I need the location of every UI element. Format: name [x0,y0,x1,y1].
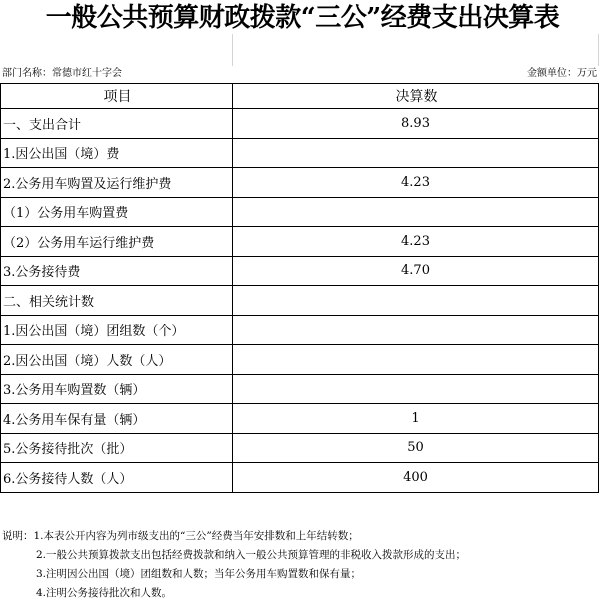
page-title: 一般公共预算财政拨款“三公”经费支出决算表 [45,3,560,33]
expenditure-table [0,83,605,493]
note-2: 2.一般公共预算拨款支出包括经费拨款和纳入一般公共预算管理的非税收入拨款形成的支出； [36,549,467,561]
row-value: 400 [233,463,599,493]
row-item: 5.公务接待批次（批） [1,433,233,463]
row-value [233,345,599,375]
row-item: 二、相关统计数 [1,286,233,316]
row-value: 4.70 [233,256,599,286]
row-value: 4.23 [233,227,599,257]
notes [0,527,605,603]
row-value: 1 [233,404,599,434]
row-item: 6.公务接待人数（人） [1,463,233,493]
row-value [233,197,599,227]
row-item: （1）公务用车购置费 [1,197,233,227]
table-row [1,109,605,139]
note-3: 3.注明因公出国（境）团组数和人数；当年公务用车购置数和保有量； [36,568,362,580]
table-row [1,197,605,227]
row-item: 2.公务用车购置及运行维护费 [1,168,233,198]
header-item: 项目 [1,84,233,109]
row-item: （2）公务用车运行维护费 [1,227,233,257]
table-row [1,404,605,434]
row-item: 3.公务接待费 [1,256,233,286]
row-value: 4.23 [233,168,599,198]
table-row [1,168,605,198]
table-row [1,374,605,404]
row-value [233,374,599,404]
department-name: 部门名称：常德市红十字会 [2,68,122,79]
table-row [1,463,605,493]
row-value [233,286,599,316]
row-value: 8.93 [233,109,599,139]
row-item: 2.因公出国（境）人数（人） [1,345,233,375]
table-row [1,286,605,316]
table-row [1,433,605,463]
table-row [1,315,605,345]
amount-unit: 金额单位：万元 [527,68,597,79]
row-item: 一、支出合计 [1,109,233,139]
table-row [1,138,605,168]
table-header-row [1,84,605,109]
note-4: 4.注明公务接待批次和人数。 [36,587,173,599]
row-value [233,138,599,168]
row-item: 1.因公出国（境）费 [1,138,233,168]
note-1: 说明：1.本表公开内容为列市级支出的“三公”经费当年安排数和上年结转数； [2,530,359,542]
row-value: 50 [233,433,599,463]
row-item: 3.公务用车购置数（辆） [1,374,233,404]
empty-grid-row [0,34,605,66]
table-row [1,345,605,375]
table-row [1,256,605,286]
table-row [1,227,605,257]
row-item: 4.公务用车保有量（辆） [1,404,233,434]
header-amount: 决算数 [233,84,599,109]
row-value [233,315,599,345]
row-item: 1.因公出国（境）团组数（个） [1,315,233,345]
